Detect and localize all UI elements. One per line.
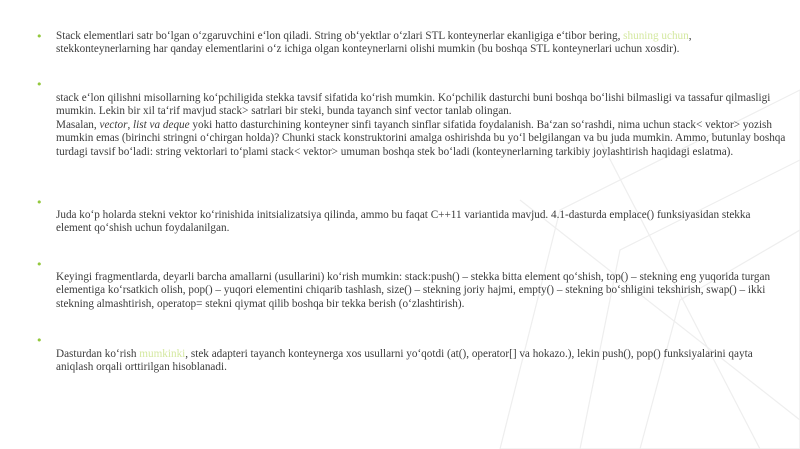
bullet-marker: • [36,334,43,347]
paragraph-3: Juda ko‘p holarda stekni vektor ko‘rinishida initsializatsiya qilinda, ammo bu faqat C++11 variantida mavjud. 4.1-dasturda emplace() funksiyasidan stekka element qo‘shish uchun foydalanilgan. [56,209,751,235]
bullet-marker: • [36,30,43,43]
paragraph-1: Stack elementlari satr bo‘lgan o‘zgaruvchini e‘lon qiladi. String ob‘yektlar o‘zlari STL konteynerlar ekanligiga e‘tibor bering, shuning uchun, stekkonteynerlarning har qanday elementlarini o‘z ichiga olgan konteynerlarni olishi mumkin (bu boshqa STL konteynerlari uchun xosdir). [56,30,692,56]
paragraph-4: Keyingi fragmentlarda, deyarli barcha amallarni (usullarini) ko‘rish mumkin: stack:push() – stekka bitta element qo‘shish, top() – stekning eng yuqorida turgan elementiga ko‘rsatkich olish, pop() – yuqori elementini chiqarib tashlash, size() – stekning joriy hajmi, empty() – stekning bo‘shligini tekshirish, swap() – ikki stekning almashtirish, operatop= stekni qiymat qilib boshqa bir tekka berish (o‘zlashtirish). [56,271,771,310]
paragraph-2: stack e‘lon qilishni misollarning ko‘pchiligida stekka tavsif sifatida ko‘rish mumkin. Ko‘pchilik dasturchi buni boshqa bo‘lishi bilmasligi va tassafur qilmasligi mumkin. Lekin bir xil ta‘rif mavjud stack> satrlari bir steki, bunda tayanch sinf vector tanlab olingan. Masalan, vector, list va deque yoki hatto dasturchining konteyner sinfi tayanch sinflar sifatida foydalanish. Ba‘zan so‘rashdi, nima uchun stack< vektor> yozish mumkin emas (birinchi stringni o‘chirgan holda)? Chunki stack konstruktorini amalga oshirishda bu yo‘l belgilangan va bu juda mumkin. Ammo, butunlay boshqa turdagi tavsif bo‘ladi: string vektorlari to‘plami stack< vektor> umuman boshqa stek bo‘ladi (konteynerlarning tarkibiy joylashtirish haqidagi eslatma). [56,92,786,158]
highlighted-text: shuning uchun [620,30,689,42]
bullet-marker: • [36,196,43,209]
paragraph-5: Dasturdan ko‘rish mumkinki, stek adapteri tayanch konteynerga xos usullarni yo‘qotdi (at(), operator[] va hokazo.), lekin push(), pop() funksiyalarini qayta aniqlash orqali orttirilgan hisoblanadi. [56,348,753,374]
highlighted-text: mumkinki [136,348,186,360]
bullet-marker: • [36,78,43,91]
bullet-marker: • [36,258,43,271]
